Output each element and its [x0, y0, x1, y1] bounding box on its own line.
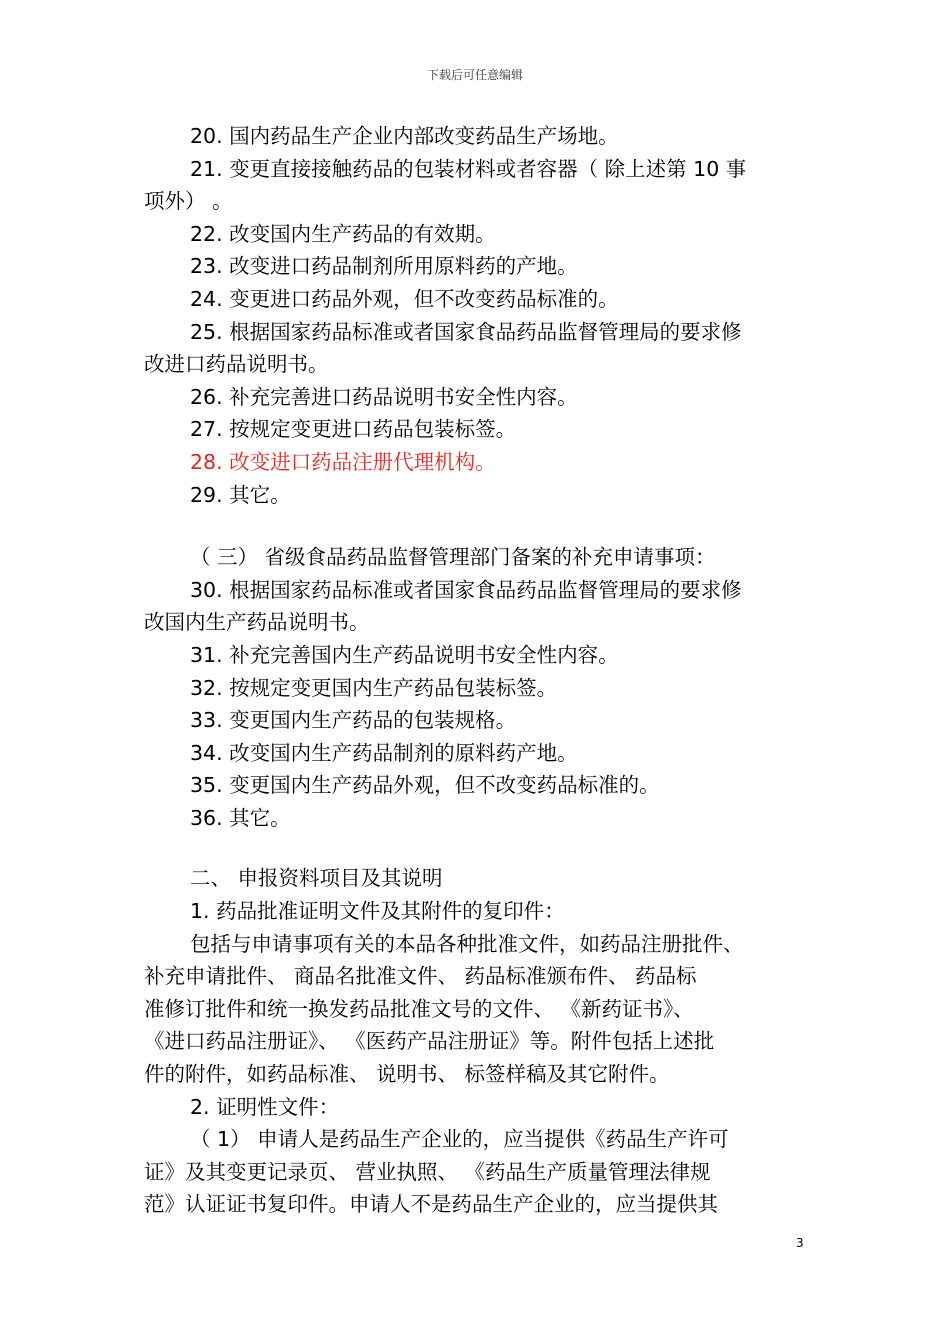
list-item-34: 34. 改变国内生产药品制剂的原料药产地。: [190, 740, 578, 765]
list-item-26: 26. 补充完善进口药品说明书安全性内容。: [190, 384, 578, 409]
list-item-21-continued: 项外） 。: [144, 189, 233, 214]
section-heading-2: 二、 申报资料项目及其说明: [190, 866, 443, 891]
paragraph-line: 补充申请批件、 商品名批准文件、 药品标准颁布件、 药品标: [144, 964, 697, 989]
paragraph-line: 包括与申请事项有关的本品各种批准文件，如药品注册批件、: [190, 931, 744, 956]
subsection-heading-2: 2. 证明性文件：: [190, 1094, 340, 1119]
list-item-36: 36. 其它。: [190, 805, 291, 830]
list-item-32: 32. 按规定变更国内生产药品包装标签。: [190, 675, 558, 700]
list-item-25-continued: 改进口药品说明书。: [144, 352, 329, 377]
paragraph-line: 件的附件，如药品标准、 说明书、 标签样稿及其它附件。: [144, 1062, 670, 1087]
list-item-29: 29. 其它。: [190, 482, 291, 507]
list-item-21: 21. 变更直接接触药品的包装材料或者容器（ 除上述第 10 事: [190, 156, 747, 181]
section-spacer: [144, 511, 808, 541]
list-item-24: 24. 变更进口药品外观，但不改变药品标准的。: [190, 286, 619, 311]
subsection-heading-1: 1. 药品批准证明文件及其附件的复印件：: [190, 899, 565, 924]
list-item-30-continued: 改国内生产药品说明书。: [144, 610, 370, 635]
list-item-31: 31. 补充完善国内生产药品说明书安全性内容。: [190, 642, 619, 667]
list-item-23: 23. 改变进口药品制剂所用原料药的产地。: [190, 254, 578, 279]
list-item-35: 35. 变更国内生产药品外观，但不改变药品标准的。: [190, 773, 660, 798]
section-heading-3: （ 三） 省级食品药品监督管理部门备案的补充申请事项：: [190, 545, 716, 570]
list-item-25: 25. 根据国家药品标准或者国家食品药品监督管理局的要求修: [190, 319, 742, 344]
paragraph-line: 证》及其变更记录页、 营业执照、 《药品生产质量管理法律规: [144, 1159, 711, 1184]
list-item-33: 33. 变更国内生产药品的包装规格。: [190, 708, 517, 733]
paragraph-line: （ 1） 申请人是药品生产企业的，应当提供《药品生产许可: [190, 1127, 729, 1152]
list-item-22: 22. 改变国内生产药品的有效期。: [190, 221, 496, 246]
list-item-27: 27. 按规定变更进口药品包装标签。: [190, 417, 517, 442]
list-item-30: 30. 根据国家药品标准或者国家食品药品监督管理局的要求修: [190, 577, 742, 602]
page-number: 3: [796, 1236, 804, 1250]
list-item-28-highlighted: 28. 改变进口药品注册代理机构。: [190, 449, 496, 474]
section-spacer: [144, 834, 808, 862]
document-body: [144, 120, 808, 1221]
paragraph-line: 准修订批件和统一换发药品批准文号的文件、 《新药证书》、: [144, 996, 694, 1021]
page-header: 下载后可任意编辑: [426, 68, 523, 82]
paragraph-line: 《进口药品注册证》、 《医药产品注册证》等。附件包括上述批: [144, 1029, 715, 1054]
list-item-20: 20. 国内药品生产企业内部改变药品生产场地。: [190, 124, 619, 148]
paragraph-line: 范》认证证书复印件。申请人不是药品生产企业的，应当提供其: [144, 1192, 718, 1217]
